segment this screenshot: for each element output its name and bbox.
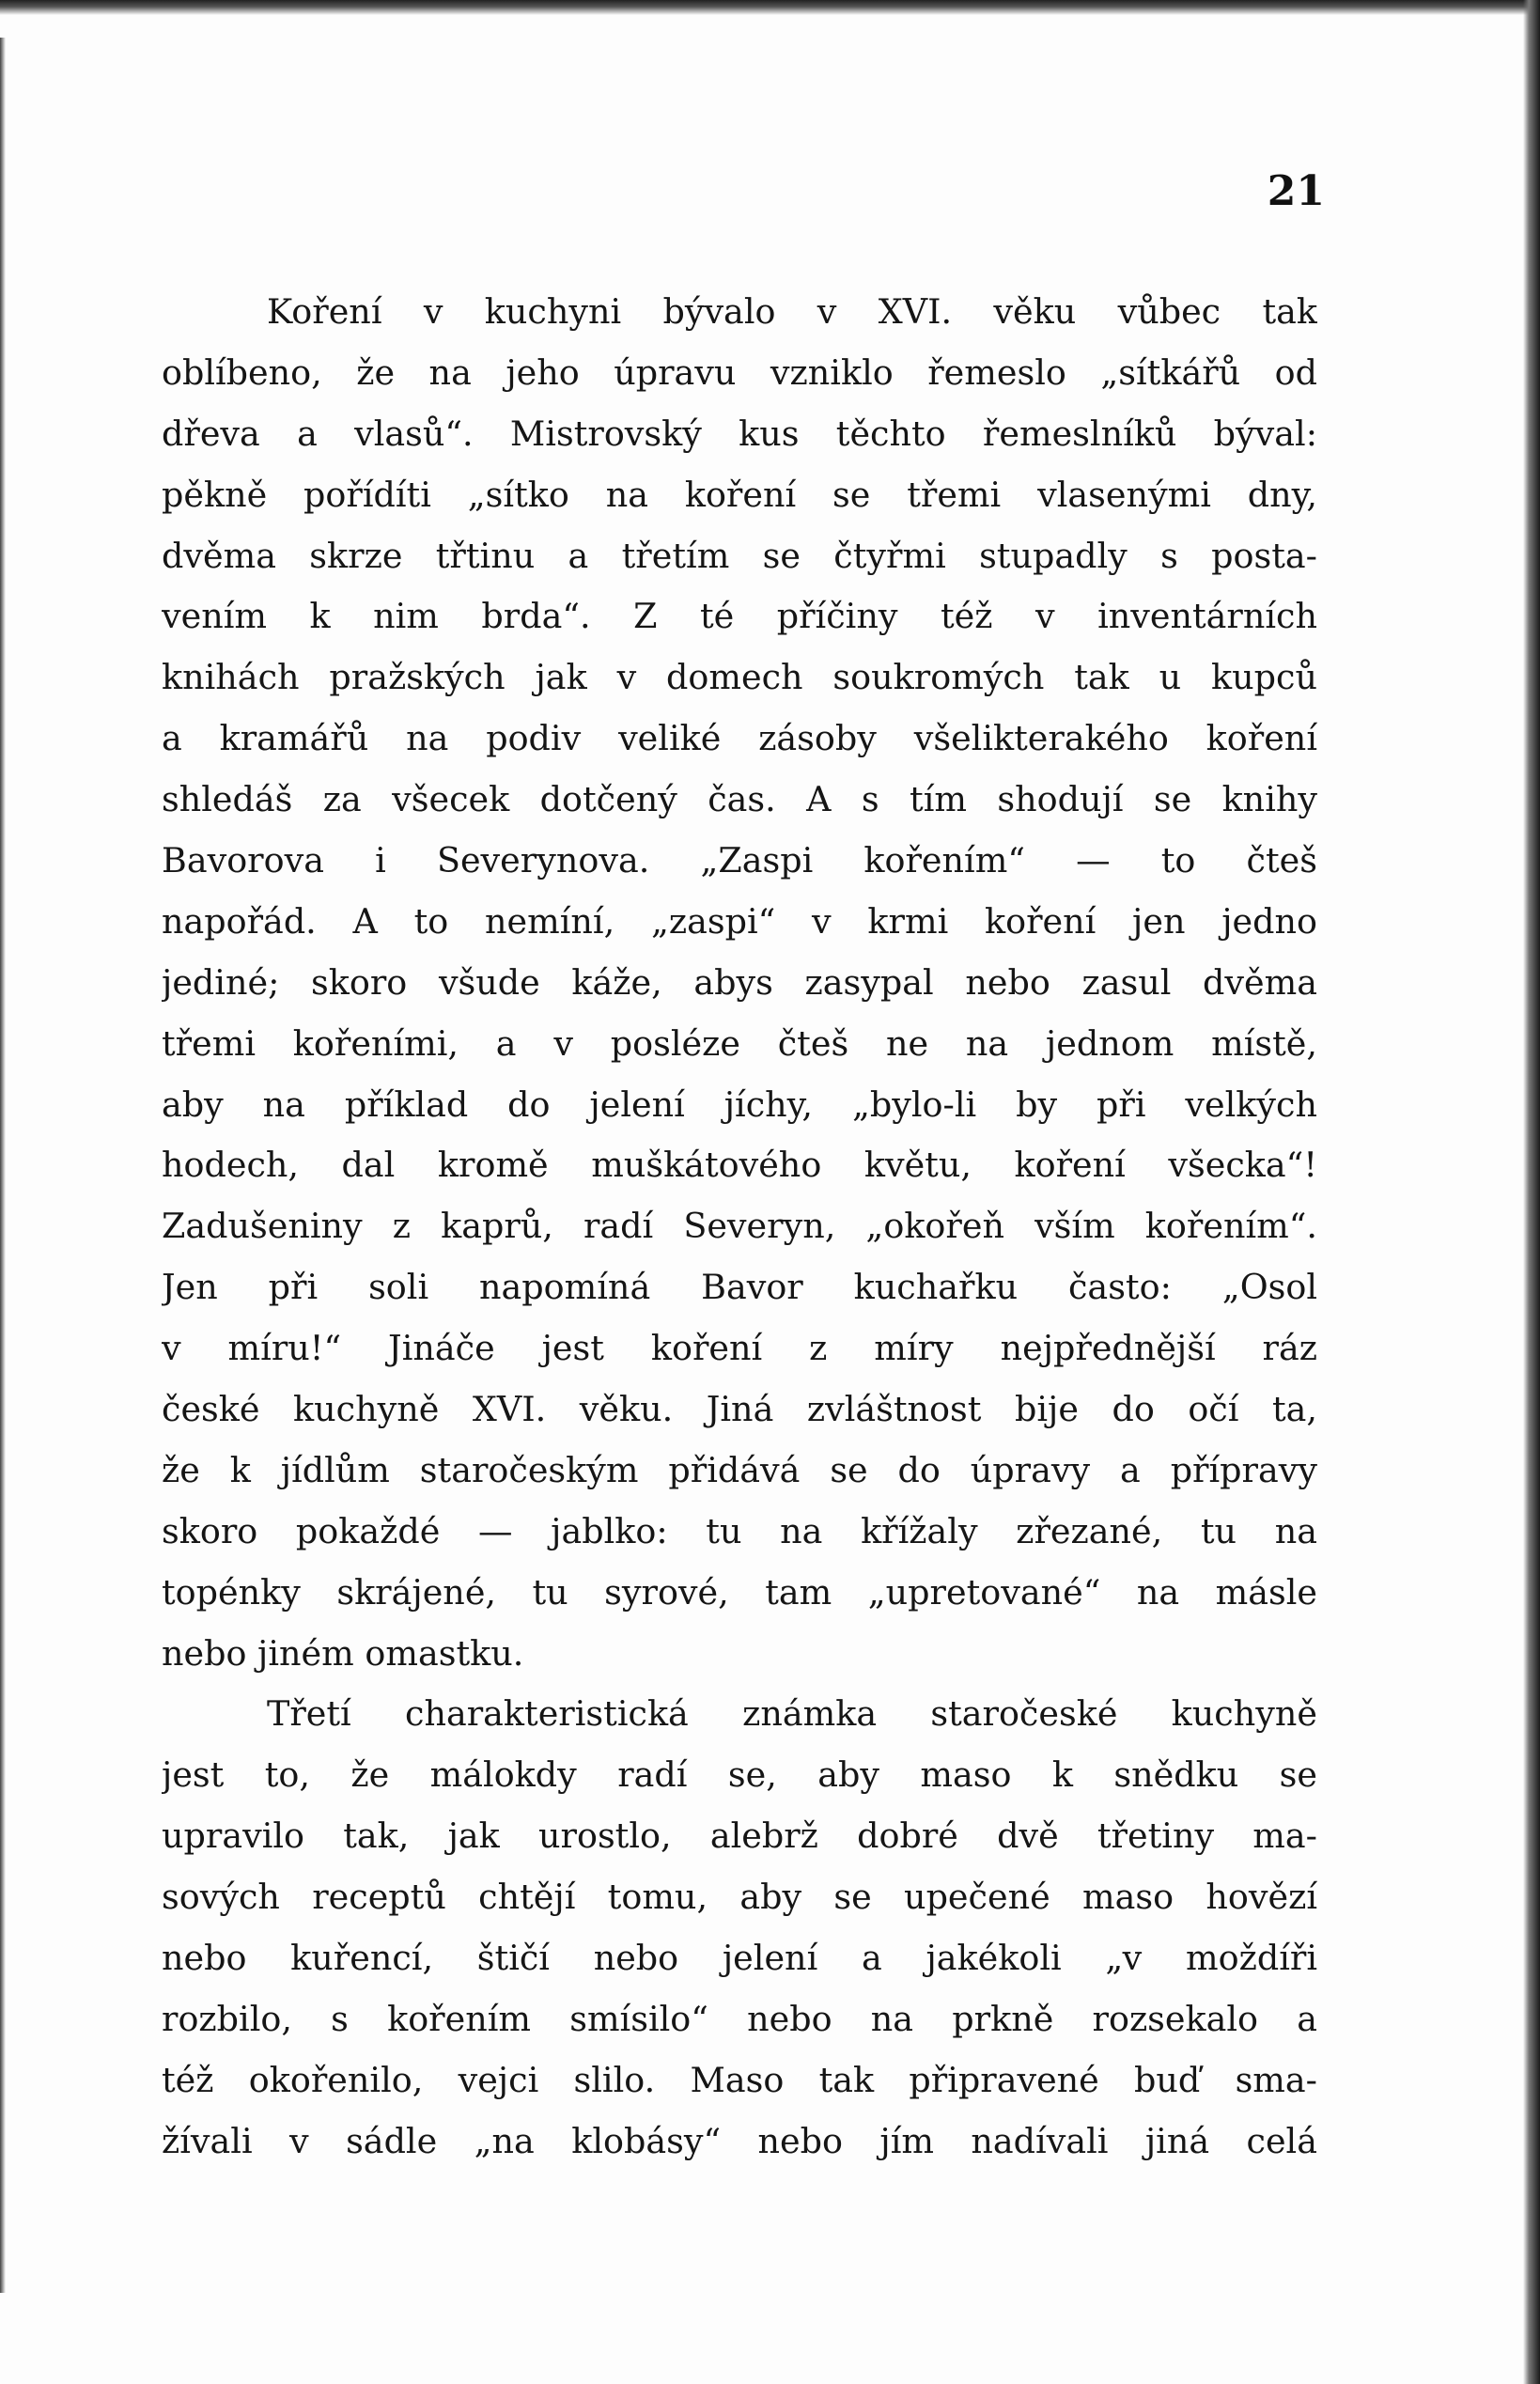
page-top-edge: [0, 0, 1540, 15]
text-line: žívali v sádle „na klobásy“ nebo jím nadívali jiná celá: [162, 2120, 1317, 2161]
text-line: vením k nim brda“. Z té příčiny též v inventárních: [162, 596, 1317, 637]
text-line: Bavorova i Severynova. „Zaspi kořením“ — to čteš: [162, 840, 1317, 881]
text-line: oblíbeno, že na jeho úpravu vzniklo řemeslo „sítkářů od: [162, 351, 1317, 393]
text-line: Koření v kuchyni bývalo v XVI. věku vůbec tak: [267, 291, 1317, 332]
text-line: topénky skrájené, tu syrové, tam „upretované“ na másle: [162, 1571, 1317, 1613]
text-line: skoro pokaždé — jablko: tu na křížaly zřezané, tu na: [162, 1510, 1317, 1551]
text-line: nebo kuřencí, štičí nebo jelení a jakékoli „v moždíři: [162, 1938, 1317, 1979]
text-line: sových receptů chtějí tomu, aby se upečené maso hovězí: [162, 1877, 1317, 1918]
text-line: v míru!“ Jináče jest koření z míry nejpřednější ráz: [162, 1328, 1317, 1369]
text-line: nebo jiném omastku.: [162, 1632, 524, 1674]
text-line: jediné; skoro všude káže, abys zasypal nebo zasul dvěma: [162, 961, 1317, 1003]
text-line: a kramářů na podiv veliké zásoby všelikterakého koření: [162, 718, 1317, 759]
text-line: shledáš za všecek dotčený čas. A s tím shodují se knihy: [162, 779, 1317, 820]
text-line: že k jídlům staročeským přidává se do úpravy a přípravy: [162, 1449, 1317, 1490]
text-line: pěkně pořídíti „sítko na koření se třemi vlasenými dny,: [162, 474, 1317, 515]
body-text: [162, 282, 1317, 2173]
page-right-edge: [1523, 0, 1540, 2384]
text-line: dřeva a vlasů“. Mistrovský kus těchto řemeslníků býval:: [162, 413, 1317, 454]
text-line: jest to, že málokdy radí se, aby maso k snědku se: [162, 1754, 1317, 1796]
text-line: upravilo tak, jak urostlo, alebrž dobré dvě třetiny ma-: [162, 1815, 1317, 1857]
text-line: třemi kořeními, a v posléze čteš ne na jednom místě,: [162, 1022, 1317, 1064]
text-line: hodech, dal kromě muškátového květu, koření všecka“!: [162, 1145, 1317, 1186]
text-line: rozbilo, s kořením smísilo“ nebo na prkně rozsekalo a: [162, 1998, 1317, 2039]
text-line: Zadušeniny z kaprů, radí Severyn, „okořeň vším kořením“.: [162, 1206, 1317, 1247]
text-line: též okořenilo, vejci slilo. Maso tak připravené buď sma-: [162, 2059, 1317, 2100]
page-number: 21: [1267, 167, 1325, 215]
text-line: knihách pražských jak v domech soukromých tak u kupců: [162, 657, 1317, 698]
text-line: dvěma skrze třtinu a třetím se čtyřmi stupadly s posta-: [162, 535, 1317, 576]
text-line: Třetí charakteristická známka staročeské kuchyně: [267, 1693, 1317, 1735]
text-line: Jen při soli napomíná Bavor kuchařku často: „Osol: [162, 1267, 1317, 1308]
text-line: aby na příklad do jelení jíchy, „bylo-li by při velkých: [162, 1083, 1317, 1125]
text-line: české kuchyně XVI. věku. Jiná zvláštnost bije do očí ta,: [162, 1389, 1317, 1430]
text-line: napořád. A to nemíní, „zaspi“ v krmi koření jen jedno: [162, 900, 1317, 942]
page-left-edge: [0, 38, 6, 2293]
